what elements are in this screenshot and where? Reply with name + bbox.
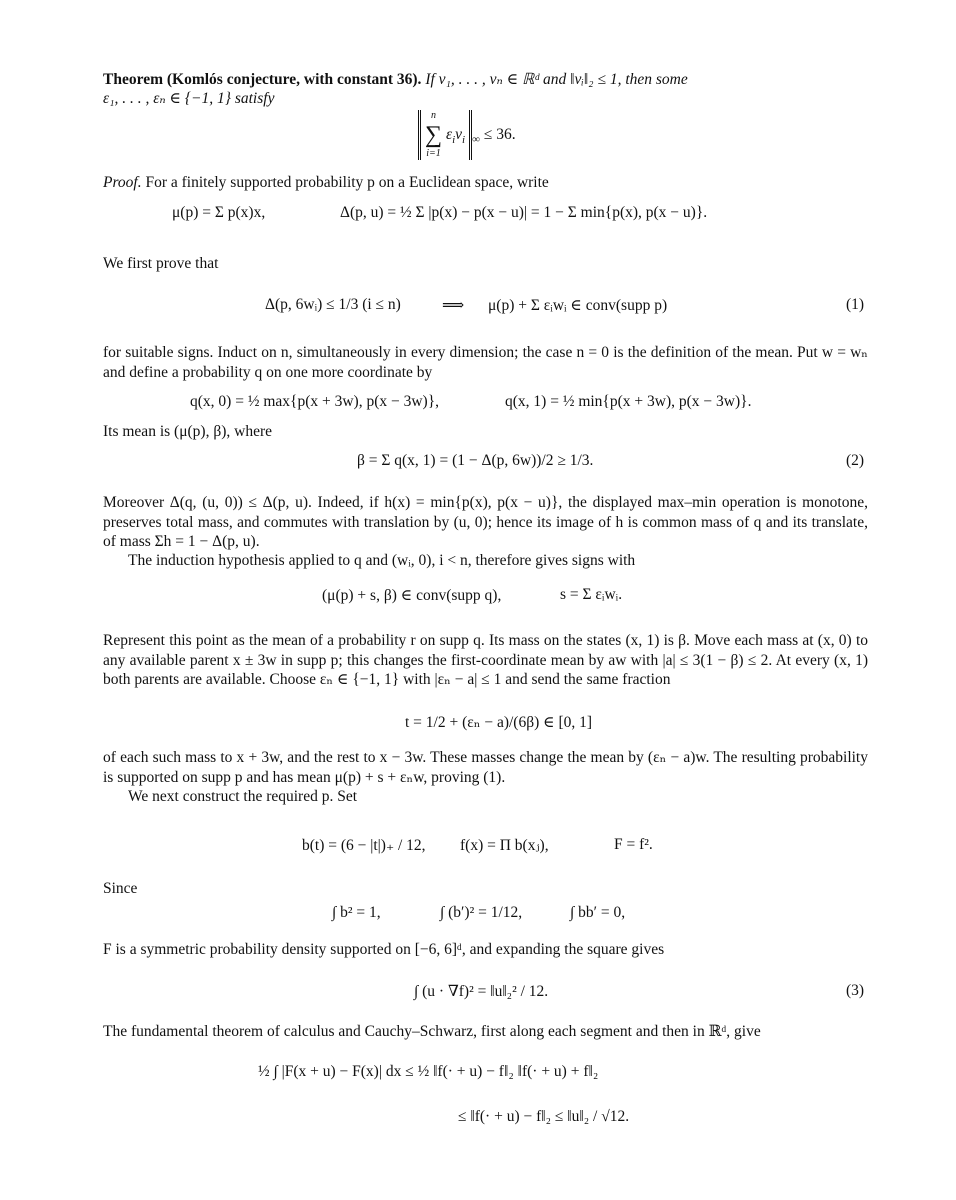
proof-intro [103,174,549,192]
def-b: b(t) = (6 − |t|)₊ / 12, [302,837,426,854]
def-f: f(x) = Π b(xⱼ), [460,837,549,854]
theorem-statement: If v₁, . . . , vₙ ∈ ℝᵈ and ‖vᵢ‖₂ ≤ 1, then some [425,71,688,88]
def-q0: q(x, 0) = ½ max{p(x + 3w), p(x − 3w)}, [190,393,440,410]
def-q1: q(x, 1) = ½ min{p(x + 3w), p(x − 3w)}. [505,393,752,410]
paragraph-density: F is a symmetric probability density supported on [−6, 6]ᵈ, and expanding the square gives [103,941,665,958]
since-text: Since [103,880,138,897]
integral-b-squared: ∫ b² = 1, [332,904,381,921]
theorem-bound: ≤ 36. [483,126,516,143]
paragraph-represent: Represent this point as the mean of a probability r on supp q. Its mass on the states (x, 1) is β. Move each mass at (x, 0) to any available parent x ± 3w in supp p; this changes the first-coordinate mean by aw with |a| ≤ 3(1 − β) ≤ 2. At every (x, 1) both parents are available. Choose εₙ ∈ {−1, 1} with |εₙ − a| ≤ 1 and send the same fraction [103,632,868,688]
hypothesis-conv: (μ(p) + s, β) ∈ conv(supp q), [322,587,502,604]
eq2-number: (2) [846,452,865,469]
eq1-number: (1) [846,296,865,313]
eq2: β = Σ q(x, 1) = (1 − Δ(p, 6w))/2 ≥ 1/3. [357,452,594,469]
def-delta: Δ(p, u) = ½ Σ |p(x) − p(x − u)| = 1 − Σ min{p(x), p(x − u)}. [340,204,708,221]
theorem-equation: n ∑ i=1 $\varepsilon_iv_i$ $_\infty$ ≤ 36. [418,110,516,160]
theorem-line-1 [103,71,688,89]
theorem-line-2: ε₁, . . . , εₙ ∈ {−1, 1} satisfy [103,90,275,107]
inequality-line-1: ½ ∫ |F(x + u) − F(x)| dx ≤ ½ ‖f(· + u) − f‖₂ ‖f(· + u) + f‖₂ [258,1063,599,1080]
first-prove-text: We first prove that [103,255,219,272]
sup-norm-expression: n ∑ i=1 $\varepsilon_iv_i$ [418,110,472,160]
eq1-lhs: Δ(p, 6wᵢ) ≤ 1/3 (i ≤ n) [265,296,401,313]
eq1-arrow: ⟹ [442,297,465,314]
paragraph-construct: We next construct the required p. Set [128,788,358,805]
paragraph-mass-move: of each such mass to x + 3w, and the rest to x − 3w. These masses change the mean by (εₙ − a)w. The resulting probability is supported on supp p and has mean μ(p) + s + εₙw, proving (1). [103,749,868,786]
paragraph-ftc: The fundamental theorem of calculus and Cauchy–Schwarz, first along each segment and then in ℝᵈ, give [103,1023,761,1040]
eq3-number: (3) [846,982,865,999]
mean-text: Its mean is (μ(p), β), where [103,423,272,440]
eq3: ∫ (u · ∇f)² = ‖u‖₂² / 12. [414,983,549,1000]
proof-label: Proof. [103,174,142,191]
theorem-heading: Theorem (Komlós conjecture, with constant 36). [103,71,422,88]
proof-intro-text: For a finitely supported probability p on a Euclidean space, write [145,174,549,191]
paragraph-hypothesis: The induction hypothesis applied to q and (wᵢ, 0), i < n, therefore gives signs with [128,552,636,569]
def-F: F = f². [614,836,653,853]
eq1-rhs: μ(p) + Σ εᵢwᵢ ∈ conv(supp p) [488,297,668,314]
integral-b-bprime: ∫ bb′ = 0, [570,904,626,921]
def-t: t = 1/2 + (εₙ − a)/(6β) ∈ [0, 1] [405,714,593,731]
inequality-line-2: ≤ ‖f(· + u) − f‖₂ ≤ ‖u‖₂ / √12. [458,1108,630,1125]
def-s: s = Σ εᵢwᵢ. [560,586,623,603]
paragraph-monotone: Moreover Δ(q, (u, 0)) ≤ Δ(p, u). Indeed, if h(x) = min{p(x), p(x − u)}, the displayed max–min operation is monotone, preserves total mass, and commutes with translation by (u, 0); hence its image of h is common mass of q and its translate, of mass Σh = 1 − Δ(p, u). [103,494,868,550]
paragraph-induction: for suitable signs. Induct on n, simultaneously in every dimension; the case n = 0 is the definition of the mean. Put w = wₙ and define a probability q on one more coordinate by [103,344,868,381]
integral-bprime-squared: ∫ (b′)² = 1/12, [440,904,523,921]
def-mean: μ(p) = Σ p(x)x, [172,204,266,221]
